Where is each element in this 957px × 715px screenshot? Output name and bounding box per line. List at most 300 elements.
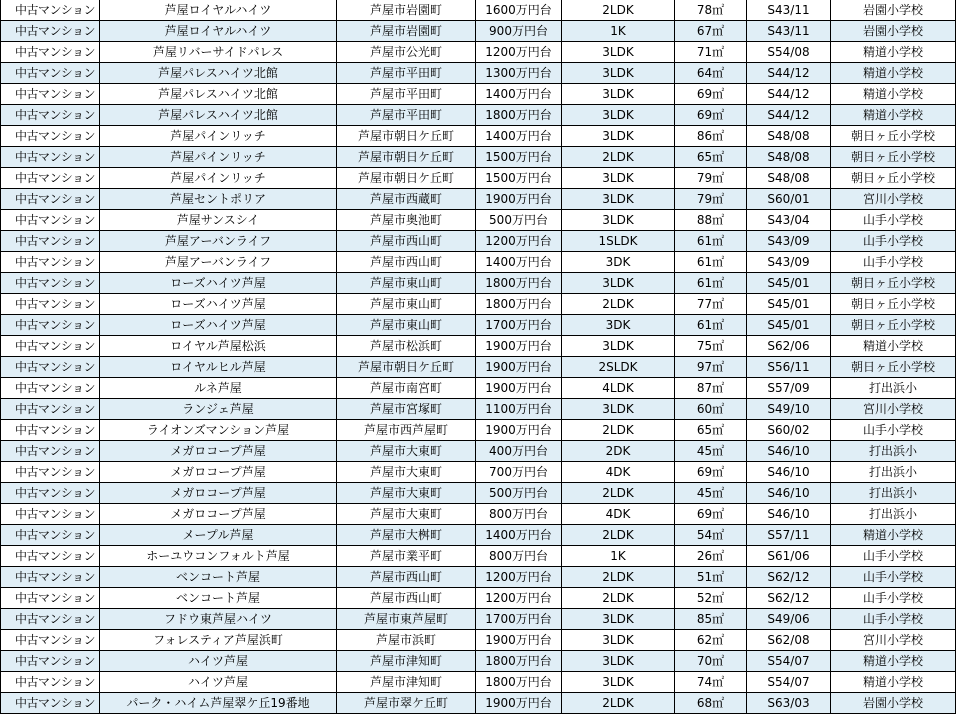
school-district-cell: 打出浜小 (831, 462, 956, 483)
floor-plan-cell: 2DK (562, 441, 675, 462)
built-date-cell: S49/10 (747, 399, 831, 420)
address-cell: 芦屋市朝日ケ丘町 (337, 357, 476, 378)
building-name-cell: ライオンズマンション芦屋 (100, 420, 337, 441)
school-district-cell: 朝日ヶ丘小学校 (831, 357, 956, 378)
floor-area-cell: 60㎡ (675, 399, 747, 420)
table-row (1, 357, 956, 378)
table-row (1, 693, 956, 714)
building-name-cell: 芦屋サンスシイ (100, 210, 337, 231)
built-date-cell: S43/04 (747, 210, 831, 231)
school-district-cell: 山手小学校 (831, 210, 956, 231)
address-cell: 芦屋市東芦屋町 (337, 609, 476, 630)
built-date-cell: S43/09 (747, 252, 831, 273)
floor-plan-cell: 2LDK (562, 525, 675, 546)
built-date-cell: S45/01 (747, 315, 831, 336)
built-date-cell: S62/06 (747, 336, 831, 357)
building-name-cell: メガロコープ芦屋 (100, 483, 337, 504)
address-cell: 芦屋市松浜町 (337, 336, 476, 357)
price-cell: 800万円台 (476, 546, 562, 567)
table-row (1, 84, 956, 105)
built-date-cell: S54/08 (747, 42, 831, 63)
floor-plan-cell: 2LDK (562, 693, 675, 714)
address-cell: 芦屋市公光町 (337, 42, 476, 63)
floor-plan-cell: 2SLDK (562, 357, 675, 378)
table-row (1, 126, 956, 147)
property-type-cell: 中古マンション (1, 294, 100, 315)
price-cell: 1300万円台 (476, 63, 562, 84)
school-district-cell: 山手小学校 (831, 252, 956, 273)
school-district-cell: 打出浜小 (831, 483, 956, 504)
floor-plan-cell: 2LDK (562, 420, 675, 441)
building-name-cell: 芦屋ロイヤルハイツ (100, 21, 337, 42)
property-type-cell: 中古マンション (1, 231, 100, 252)
building-name-cell: 芦屋アーバンライフ (100, 252, 337, 273)
building-name-cell: フドウ東芦屋ハイツ (100, 609, 337, 630)
price-cell: 1200万円台 (476, 42, 562, 63)
address-cell: 芦屋市津知町 (337, 651, 476, 672)
price-cell: 1900万円台 (476, 336, 562, 357)
floor-area-cell: 52㎡ (675, 588, 747, 609)
table-row (1, 315, 956, 336)
property-type-cell: 中古マンション (1, 0, 100, 21)
school-district-cell: 朝日ヶ丘小学校 (831, 273, 956, 294)
building-name-cell: ホーユウコンフォルト芦屋 (100, 546, 337, 567)
address-cell: 芦屋市業平町 (337, 546, 476, 567)
property-type-cell: 中古マンション (1, 252, 100, 273)
price-cell: 1400万円台 (476, 126, 562, 147)
floor-area-cell: 70㎡ (675, 651, 747, 672)
property-type-cell: 中古マンション (1, 273, 100, 294)
table-row (1, 63, 956, 84)
built-date-cell: S54/07 (747, 672, 831, 693)
building-name-cell: 芦屋パインリッチ (100, 147, 337, 168)
floor-plan-cell: 3LDK (562, 651, 675, 672)
built-date-cell: S46/10 (747, 462, 831, 483)
floor-area-cell: 61㎡ (675, 315, 747, 336)
table-row (1, 483, 956, 504)
building-name-cell: ベンコート芦屋 (100, 567, 337, 588)
school-district-cell: 山手小学校 (831, 546, 956, 567)
property-type-cell: 中古マンション (1, 42, 100, 63)
built-date-cell: S57/11 (747, 525, 831, 546)
built-date-cell: S56/11 (747, 357, 831, 378)
building-name-cell: 芦屋セントポリア (100, 189, 337, 210)
property-type-cell: 中古マンション (1, 210, 100, 231)
floor-area-cell: 85㎡ (675, 609, 747, 630)
property-type-cell: 中古マンション (1, 630, 100, 651)
price-cell: 500万円台 (476, 210, 562, 231)
floor-plan-cell: 2LDK (562, 147, 675, 168)
property-type-cell: 中古マンション (1, 357, 100, 378)
school-district-cell: 宮川小学校 (831, 630, 956, 651)
floor-area-cell: 61㎡ (675, 273, 747, 294)
address-cell: 芦屋市大東町 (337, 441, 476, 462)
price-cell: 1200万円台 (476, 588, 562, 609)
school-district-cell: 朝日ヶ丘小学校 (831, 126, 956, 147)
school-district-cell: 宮川小学校 (831, 399, 956, 420)
price-cell: 700万円台 (476, 462, 562, 483)
floor-area-cell: 75㎡ (675, 336, 747, 357)
built-date-cell: S63/03 (747, 693, 831, 714)
built-date-cell: S48/08 (747, 147, 831, 168)
property-type-cell: 中古マンション (1, 420, 100, 441)
address-cell: 芦屋市平田町 (337, 63, 476, 84)
school-district-cell: 岩園小学校 (831, 693, 956, 714)
table-row (1, 0, 956, 21)
built-date-cell: S43/09 (747, 231, 831, 252)
floor-area-cell: 61㎡ (675, 252, 747, 273)
property-type-cell: 中古マンション (1, 651, 100, 672)
address-cell: 芦屋市宮塚町 (337, 399, 476, 420)
floor-plan-cell: 3LDK (562, 273, 675, 294)
price-cell: 1800万円台 (476, 105, 562, 126)
floor-plan-cell: 3LDK (562, 63, 675, 84)
built-date-cell: S45/01 (747, 294, 831, 315)
price-cell: 1200万円台 (476, 567, 562, 588)
address-cell: 芦屋市西芦屋町 (337, 420, 476, 441)
floor-area-cell: 65㎡ (675, 420, 747, 441)
building-name-cell: ハイツ芦屋 (100, 651, 337, 672)
table-row (1, 378, 956, 399)
floor-plan-cell: 3LDK (562, 399, 675, 420)
building-name-cell: ハイツ芦屋 (100, 672, 337, 693)
table-row (1, 252, 956, 273)
property-type-cell: 中古マンション (1, 189, 100, 210)
property-type-cell: 中古マンション (1, 588, 100, 609)
floor-area-cell: 69㎡ (675, 84, 747, 105)
school-district-cell: 朝日ヶ丘小学校 (831, 315, 956, 336)
built-date-cell: S43/11 (747, 0, 831, 21)
floor-plan-cell: 3LDK (562, 189, 675, 210)
property-type-cell: 中古マンション (1, 399, 100, 420)
listing-body (1, 0, 956, 714)
price-cell: 1200万円台 (476, 231, 562, 252)
floor-plan-cell: 3LDK (562, 126, 675, 147)
school-district-cell: 精道小学校 (831, 63, 956, 84)
built-date-cell: S45/01 (747, 273, 831, 294)
school-district-cell: 朝日ヶ丘小学校 (831, 168, 956, 189)
floor-plan-cell: 3LDK (562, 42, 675, 63)
table-row (1, 588, 956, 609)
address-cell: 芦屋市東山町 (337, 273, 476, 294)
table-row (1, 42, 956, 63)
property-type-cell: 中古マンション (1, 336, 100, 357)
table-row (1, 21, 956, 42)
property-type-cell: 中古マンション (1, 315, 100, 336)
floor-area-cell: 67㎡ (675, 21, 747, 42)
built-date-cell: S60/01 (747, 189, 831, 210)
building-name-cell: 芦屋パインリッチ (100, 126, 337, 147)
building-name-cell: メガロコープ芦屋 (100, 462, 337, 483)
building-name-cell: 芦屋ロイヤルハイツ (100, 0, 337, 21)
building-name-cell: ローズハイツ芦屋 (100, 273, 337, 294)
address-cell: 芦屋市西山町 (337, 231, 476, 252)
price-cell: 1400万円台 (476, 84, 562, 105)
property-type-cell: 中古マンション (1, 693, 100, 714)
property-type-cell: 中古マンション (1, 441, 100, 462)
table-row (1, 525, 956, 546)
price-cell: 800万円台 (476, 504, 562, 525)
floor-plan-cell: 3LDK (562, 105, 675, 126)
school-district-cell: 打出浜小 (831, 504, 956, 525)
address-cell: 芦屋市朝日ケ丘町 (337, 168, 476, 189)
school-district-cell: 岩園小学校 (831, 21, 956, 42)
building-name-cell: メガロコープ芦屋 (100, 504, 337, 525)
floor-area-cell: 88㎡ (675, 210, 747, 231)
school-district-cell: 打出浜小 (831, 441, 956, 462)
floor-plan-cell: 4LDK (562, 378, 675, 399)
table-row (1, 399, 956, 420)
floor-area-cell: 79㎡ (675, 189, 747, 210)
price-cell: 1100万円台 (476, 399, 562, 420)
school-district-cell: 山手小学校 (831, 609, 956, 630)
property-type-cell: 中古マンション (1, 525, 100, 546)
built-date-cell: S61/06 (747, 546, 831, 567)
floor-plan-cell: 3LDK (562, 630, 675, 651)
building-name-cell: 芦屋パレスハイツ北館 (100, 63, 337, 84)
building-name-cell: 芦屋パレスハイツ北館 (100, 105, 337, 126)
built-date-cell: S62/12 (747, 567, 831, 588)
address-cell: 芦屋市東山町 (337, 315, 476, 336)
address-cell: 芦屋市岩園町 (337, 0, 476, 21)
price-cell: 900万円台 (476, 21, 562, 42)
building-name-cell: ロイヤル芦屋松浜 (100, 336, 337, 357)
school-district-cell: 朝日ヶ丘小学校 (831, 294, 956, 315)
property-type-cell: 中古マンション (1, 504, 100, 525)
school-district-cell: 精道小学校 (831, 105, 956, 126)
building-name-cell: ルネ芦屋 (100, 378, 337, 399)
address-cell: 芦屋市翠ケ丘町 (337, 693, 476, 714)
floor-plan-cell: 1K (562, 21, 675, 42)
floor-area-cell: 26㎡ (675, 546, 747, 567)
address-cell: 芦屋市西山町 (337, 567, 476, 588)
school-district-cell: 山手小学校 (831, 588, 956, 609)
table-row (1, 672, 956, 693)
school-district-cell: 宮川小学校 (831, 189, 956, 210)
price-cell: 1900万円台 (476, 693, 562, 714)
table-row (1, 504, 956, 525)
address-cell: 芦屋市西山町 (337, 588, 476, 609)
address-cell: 芦屋市南宮町 (337, 378, 476, 399)
built-date-cell: S48/08 (747, 126, 831, 147)
floor-area-cell: 69㎡ (675, 462, 747, 483)
price-cell: 400万円台 (476, 441, 562, 462)
built-date-cell: S62/08 (747, 630, 831, 651)
floor-area-cell: 97㎡ (675, 357, 747, 378)
table-row (1, 105, 956, 126)
floor-plan-cell: 2LDK (562, 588, 675, 609)
property-type-cell: 中古マンション (1, 126, 100, 147)
school-district-cell: 打出浜小 (831, 378, 956, 399)
building-name-cell: 芦屋パレスハイツ北館 (100, 84, 337, 105)
building-name-cell: ランジェ芦屋 (100, 399, 337, 420)
school-district-cell: 山手小学校 (831, 231, 956, 252)
building-name-cell: 芦屋パインリッチ (100, 168, 337, 189)
floor-area-cell: 71㎡ (675, 42, 747, 63)
table-row (1, 462, 956, 483)
property-type-cell: 中古マンション (1, 378, 100, 399)
floor-area-cell: 64㎡ (675, 63, 747, 84)
address-cell: 芦屋市大東町 (337, 504, 476, 525)
price-cell: 1400万円台 (476, 252, 562, 273)
property-type-cell: 中古マンション (1, 105, 100, 126)
price-cell: 1400万円台 (476, 525, 562, 546)
table-row (1, 294, 956, 315)
built-date-cell: S49/06 (747, 609, 831, 630)
table-row (1, 441, 956, 462)
floor-area-cell: 54㎡ (675, 525, 747, 546)
building-name-cell: メガロコープ芦屋 (100, 441, 337, 462)
address-cell: 芦屋市大東町 (337, 462, 476, 483)
table-row (1, 609, 956, 630)
table-row (1, 168, 956, 189)
price-cell: 1900万円台 (476, 630, 562, 651)
address-cell: 芦屋市大桝町 (337, 525, 476, 546)
address-cell: 芦屋市朝日ケ丘町 (337, 126, 476, 147)
floor-plan-cell: 1K (562, 546, 675, 567)
built-date-cell: S48/08 (747, 168, 831, 189)
floor-area-cell: 45㎡ (675, 483, 747, 504)
floor-area-cell: 87㎡ (675, 378, 747, 399)
floor-plan-cell: 3DK (562, 252, 675, 273)
price-cell: 1900万円台 (476, 189, 562, 210)
built-date-cell: S44/12 (747, 63, 831, 84)
building-name-cell: 芦屋リバーサイドパレス (100, 42, 337, 63)
property-type-cell: 中古マンション (1, 147, 100, 168)
school-district-cell: 山手小学校 (831, 567, 956, 588)
price-cell: 1800万円台 (476, 273, 562, 294)
address-cell: 芦屋市大東町 (337, 483, 476, 504)
table-row (1, 210, 956, 231)
property-type-cell: 中古マンション (1, 21, 100, 42)
floor-plan-cell: 2LDK (562, 567, 675, 588)
floor-area-cell: 62㎡ (675, 630, 747, 651)
price-cell: 1800万円台 (476, 294, 562, 315)
school-district-cell: 岩園小学校 (831, 0, 956, 21)
table-row (1, 189, 956, 210)
building-name-cell: パーク・ハイム芦屋翠ケ丘19番地 (100, 693, 337, 714)
building-name-cell: ローズハイツ芦屋 (100, 294, 337, 315)
table-row (1, 630, 956, 651)
school-district-cell: 精道小学校 (831, 84, 956, 105)
price-cell: 1800万円台 (476, 672, 562, 693)
floor-area-cell: 61㎡ (675, 231, 747, 252)
address-cell: 芦屋市浜町 (337, 630, 476, 651)
property-type-cell: 中古マンション (1, 84, 100, 105)
property-type-cell: 中古マンション (1, 546, 100, 567)
floor-plan-cell: 2LDK (562, 0, 675, 21)
school-district-cell: 朝日ヶ丘小学校 (831, 147, 956, 168)
floor-area-cell: 68㎡ (675, 693, 747, 714)
school-district-cell: 精道小学校 (831, 336, 956, 357)
property-type-cell: 中古マンション (1, 483, 100, 504)
address-cell: 芦屋市平田町 (337, 84, 476, 105)
floor-area-cell: 77㎡ (675, 294, 747, 315)
property-type-cell: 中古マンション (1, 672, 100, 693)
property-type-cell: 中古マンション (1, 63, 100, 84)
built-date-cell: S57/09 (747, 378, 831, 399)
address-cell: 芦屋市朝日ケ丘町 (337, 147, 476, 168)
built-date-cell: S62/12 (747, 588, 831, 609)
address-cell: 芦屋市西蔵町 (337, 189, 476, 210)
building-name-cell: 芦屋アーバンライフ (100, 231, 337, 252)
floor-area-cell: 74㎡ (675, 672, 747, 693)
table-row (1, 147, 956, 168)
property-type-cell: 中古マンション (1, 609, 100, 630)
property-type-cell: 中古マンション (1, 462, 100, 483)
building-name-cell: ローズハイツ芦屋 (100, 315, 337, 336)
school-district-cell: 精道小学校 (831, 651, 956, 672)
building-name-cell: ベンコート芦屋 (100, 588, 337, 609)
school-district-cell: 精道小学校 (831, 525, 956, 546)
floor-plan-cell: 4DK (562, 504, 675, 525)
price-cell: 500万円台 (476, 483, 562, 504)
floor-plan-cell: 1SLDK (562, 231, 675, 252)
price-cell: 1700万円台 (476, 609, 562, 630)
floor-plan-cell: 3LDK (562, 609, 675, 630)
floor-plan-cell: 3LDK (562, 84, 675, 105)
floor-area-cell: 69㎡ (675, 105, 747, 126)
table-row (1, 651, 956, 672)
table-row (1, 231, 956, 252)
address-cell: 芦屋市平田町 (337, 105, 476, 126)
address-cell: 芦屋市東山町 (337, 294, 476, 315)
built-date-cell: S46/10 (747, 483, 831, 504)
property-type-cell: 中古マンション (1, 168, 100, 189)
floor-area-cell: 65㎡ (675, 147, 747, 168)
floor-plan-cell: 3LDK (562, 672, 675, 693)
built-date-cell: S54/07 (747, 651, 831, 672)
price-cell: 1500万円台 (476, 168, 562, 189)
address-cell: 芦屋市岩園町 (337, 21, 476, 42)
price-cell: 1900万円台 (476, 357, 562, 378)
built-date-cell: S46/10 (747, 441, 831, 462)
floor-plan-cell: 3LDK (562, 336, 675, 357)
price-cell: 1700万円台 (476, 315, 562, 336)
built-date-cell: S44/12 (747, 105, 831, 126)
address-cell: 芦屋市津知町 (337, 672, 476, 693)
building-name-cell: ロイヤルヒル芦屋 (100, 357, 337, 378)
floor-plan-cell: 4DK (562, 462, 675, 483)
built-date-cell: S44/12 (747, 84, 831, 105)
address-cell: 芦屋市奥池町 (337, 210, 476, 231)
floor-plan-cell: 2LDK (562, 294, 675, 315)
table-row (1, 420, 956, 441)
table-row (1, 567, 956, 588)
table-row (1, 546, 956, 567)
table-row (1, 273, 956, 294)
address-cell: 芦屋市西山町 (337, 252, 476, 273)
school-district-cell: 精道小学校 (831, 42, 956, 63)
price-cell: 1800万円台 (476, 651, 562, 672)
school-district-cell: 山手小学校 (831, 420, 956, 441)
building-name-cell: メープル芦屋 (100, 525, 337, 546)
floor-plan-cell: 3LDK (562, 210, 675, 231)
built-date-cell: S43/11 (747, 21, 831, 42)
floor-area-cell: 51㎡ (675, 567, 747, 588)
floor-area-cell: 69㎡ (675, 504, 747, 525)
floor-plan-cell: 3DK (562, 315, 675, 336)
floor-area-cell: 78㎡ (675, 0, 747, 21)
price-cell: 1500万円台 (476, 147, 562, 168)
floor-area-cell: 45㎡ (675, 441, 747, 462)
floor-area-cell: 79㎡ (675, 168, 747, 189)
price-cell: 1900万円台 (476, 378, 562, 399)
school-district-cell: 精道小学校 (831, 672, 956, 693)
price-cell: 1900万円台 (476, 420, 562, 441)
floor-area-cell: 86㎡ (675, 126, 747, 147)
table-row (1, 336, 956, 357)
